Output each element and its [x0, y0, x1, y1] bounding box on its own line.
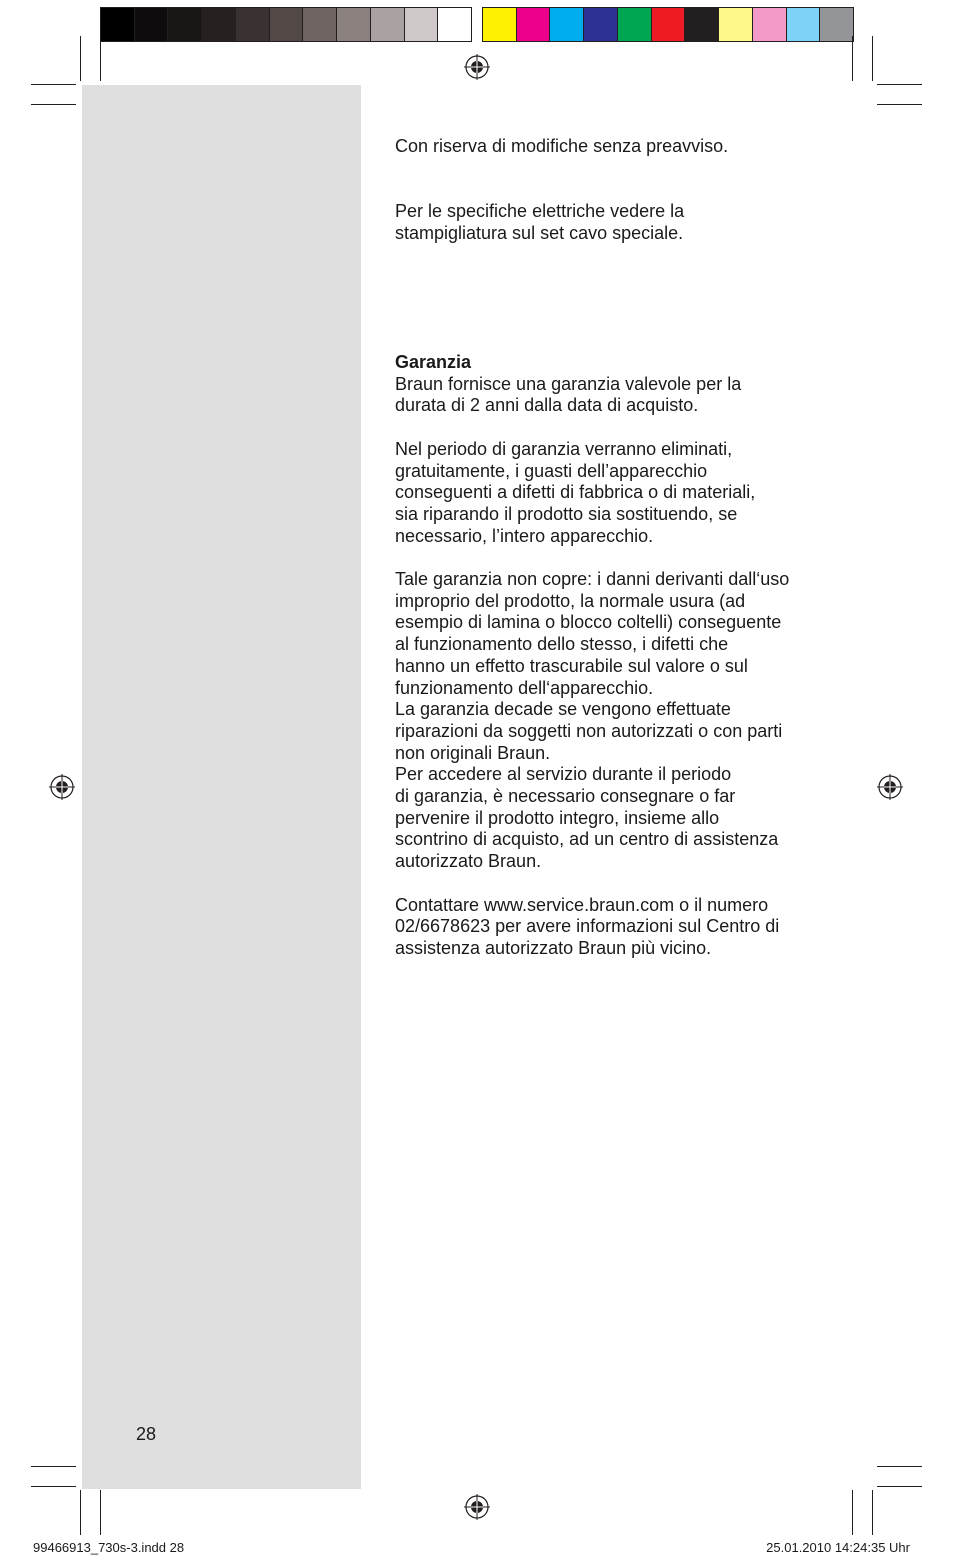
crop-mark — [877, 84, 922, 85]
process-color-swatch — [753, 8, 787, 41]
crop-mark — [872, 1490, 873, 1535]
gray-sidebar-panel — [82, 85, 361, 1489]
process-color-swatch — [584, 8, 618, 41]
warranty-period: Nel periodo di garanzia verranno eliminati, gratuitamente, i guasti dell’apparecchio conseguenti a difetti di fabbrica o di materiali, sia riparando il prodotto sia sostituendo, se necessario, l’intero apparecchio. — [395, 438, 756, 546]
gray-swatch — [405, 8, 439, 41]
crop-mark — [31, 104, 76, 105]
process-color-swatch — [820, 8, 853, 41]
timestamp-slug: 25.01.2010 14:24:35 Uhr — [766, 1540, 910, 1555]
color-control-bar — [100, 7, 854, 42]
gray-swatch — [168, 8, 202, 41]
crop-mark — [852, 36, 853, 81]
warranty-intro: Braun fornisce una garanzia valevole per la durata di 2 anni dalla data di acquisto. — [395, 373, 742, 416]
warranty-service: Per accedere al servizio durante il periodo di garanzia, è necessario consegnare o far pervenire il prodotto integro, insieme allo scontrino di acquisto, ad un centro di assistenza autorizzato Braun. — [395, 764, 779, 872]
gray-swatch — [337, 8, 371, 41]
crop-mark — [31, 1466, 76, 1467]
crop-mark — [877, 1466, 922, 1467]
process-color-swatch — [483, 8, 517, 41]
registration-mark-icon — [49, 774, 75, 800]
process-color-swatch — [685, 8, 719, 41]
warranty-void: La garanzia decade se vengono effettuate riparazioni da soggetti non autorizzati o con parti non originali Braun. — [395, 699, 783, 763]
warranty-heading: Garanzia — [395, 352, 472, 372]
gray-swatch — [135, 8, 169, 41]
gray-swatch-group — [100, 7, 472, 42]
gray-swatch — [202, 8, 236, 41]
warranty-section — [395, 352, 835, 960]
warranty-exclusions: Tale garanzia non copre: i danni derivanti dall‘uso improprio del prodotto, la normale usura (ad esempio di lamina o blocco coltelli) conseguente al funzionamento dello stesso, i difetti che hanno un effetto trascurabile sul valore o sul funzionamento dell‘apparecchio. — [395, 569, 790, 698]
gray-swatch — [303, 8, 337, 41]
process-color-swatch — [550, 8, 584, 41]
process-color-swatch — [719, 8, 753, 41]
modifications-notice: Con riserva di modifiche senza preavviso. — [395, 136, 729, 156]
process-color-swatch — [517, 8, 551, 41]
crop-mark — [877, 1486, 922, 1487]
registration-mark-icon — [464, 1494, 490, 1520]
crop-mark — [31, 84, 76, 85]
gray-swatch — [236, 8, 270, 41]
crop-mark — [31, 1486, 76, 1487]
process-color-swatch — [652, 8, 686, 41]
process-color-swatch — [787, 8, 821, 41]
process-swatch-group — [482, 7, 854, 42]
crop-mark — [80, 1490, 81, 1535]
crop-mark — [877, 104, 922, 105]
crop-mark — [100, 1490, 101, 1535]
contact-info: Contattare www.service.braun.com o il numero 02/6678623 per avere informazioni sul Centro di assistenza autorizzato Braun più vicino. — [395, 894, 780, 958]
gray-swatch — [270, 8, 304, 41]
gray-swatch — [438, 8, 471, 41]
crop-mark — [80, 36, 81, 81]
registration-mark-icon — [464, 54, 490, 80]
electrical-specs-notice: Per le specifiche elettriche vedere la stampigliatura sul set cavo speciale. — [395, 201, 685, 243]
registration-mark-icon — [877, 774, 903, 800]
gray-swatch — [101, 8, 135, 41]
crop-mark — [872, 36, 873, 81]
crop-mark — [100, 36, 101, 81]
crop-mark — [852, 1490, 853, 1535]
process-color-swatch — [618, 8, 652, 41]
file-slug: 99466913_730s-3.indd 28 — [33, 1540, 185, 1555]
page-number: 28 — [136, 1424, 157, 1444]
gray-swatch — [371, 8, 405, 41]
